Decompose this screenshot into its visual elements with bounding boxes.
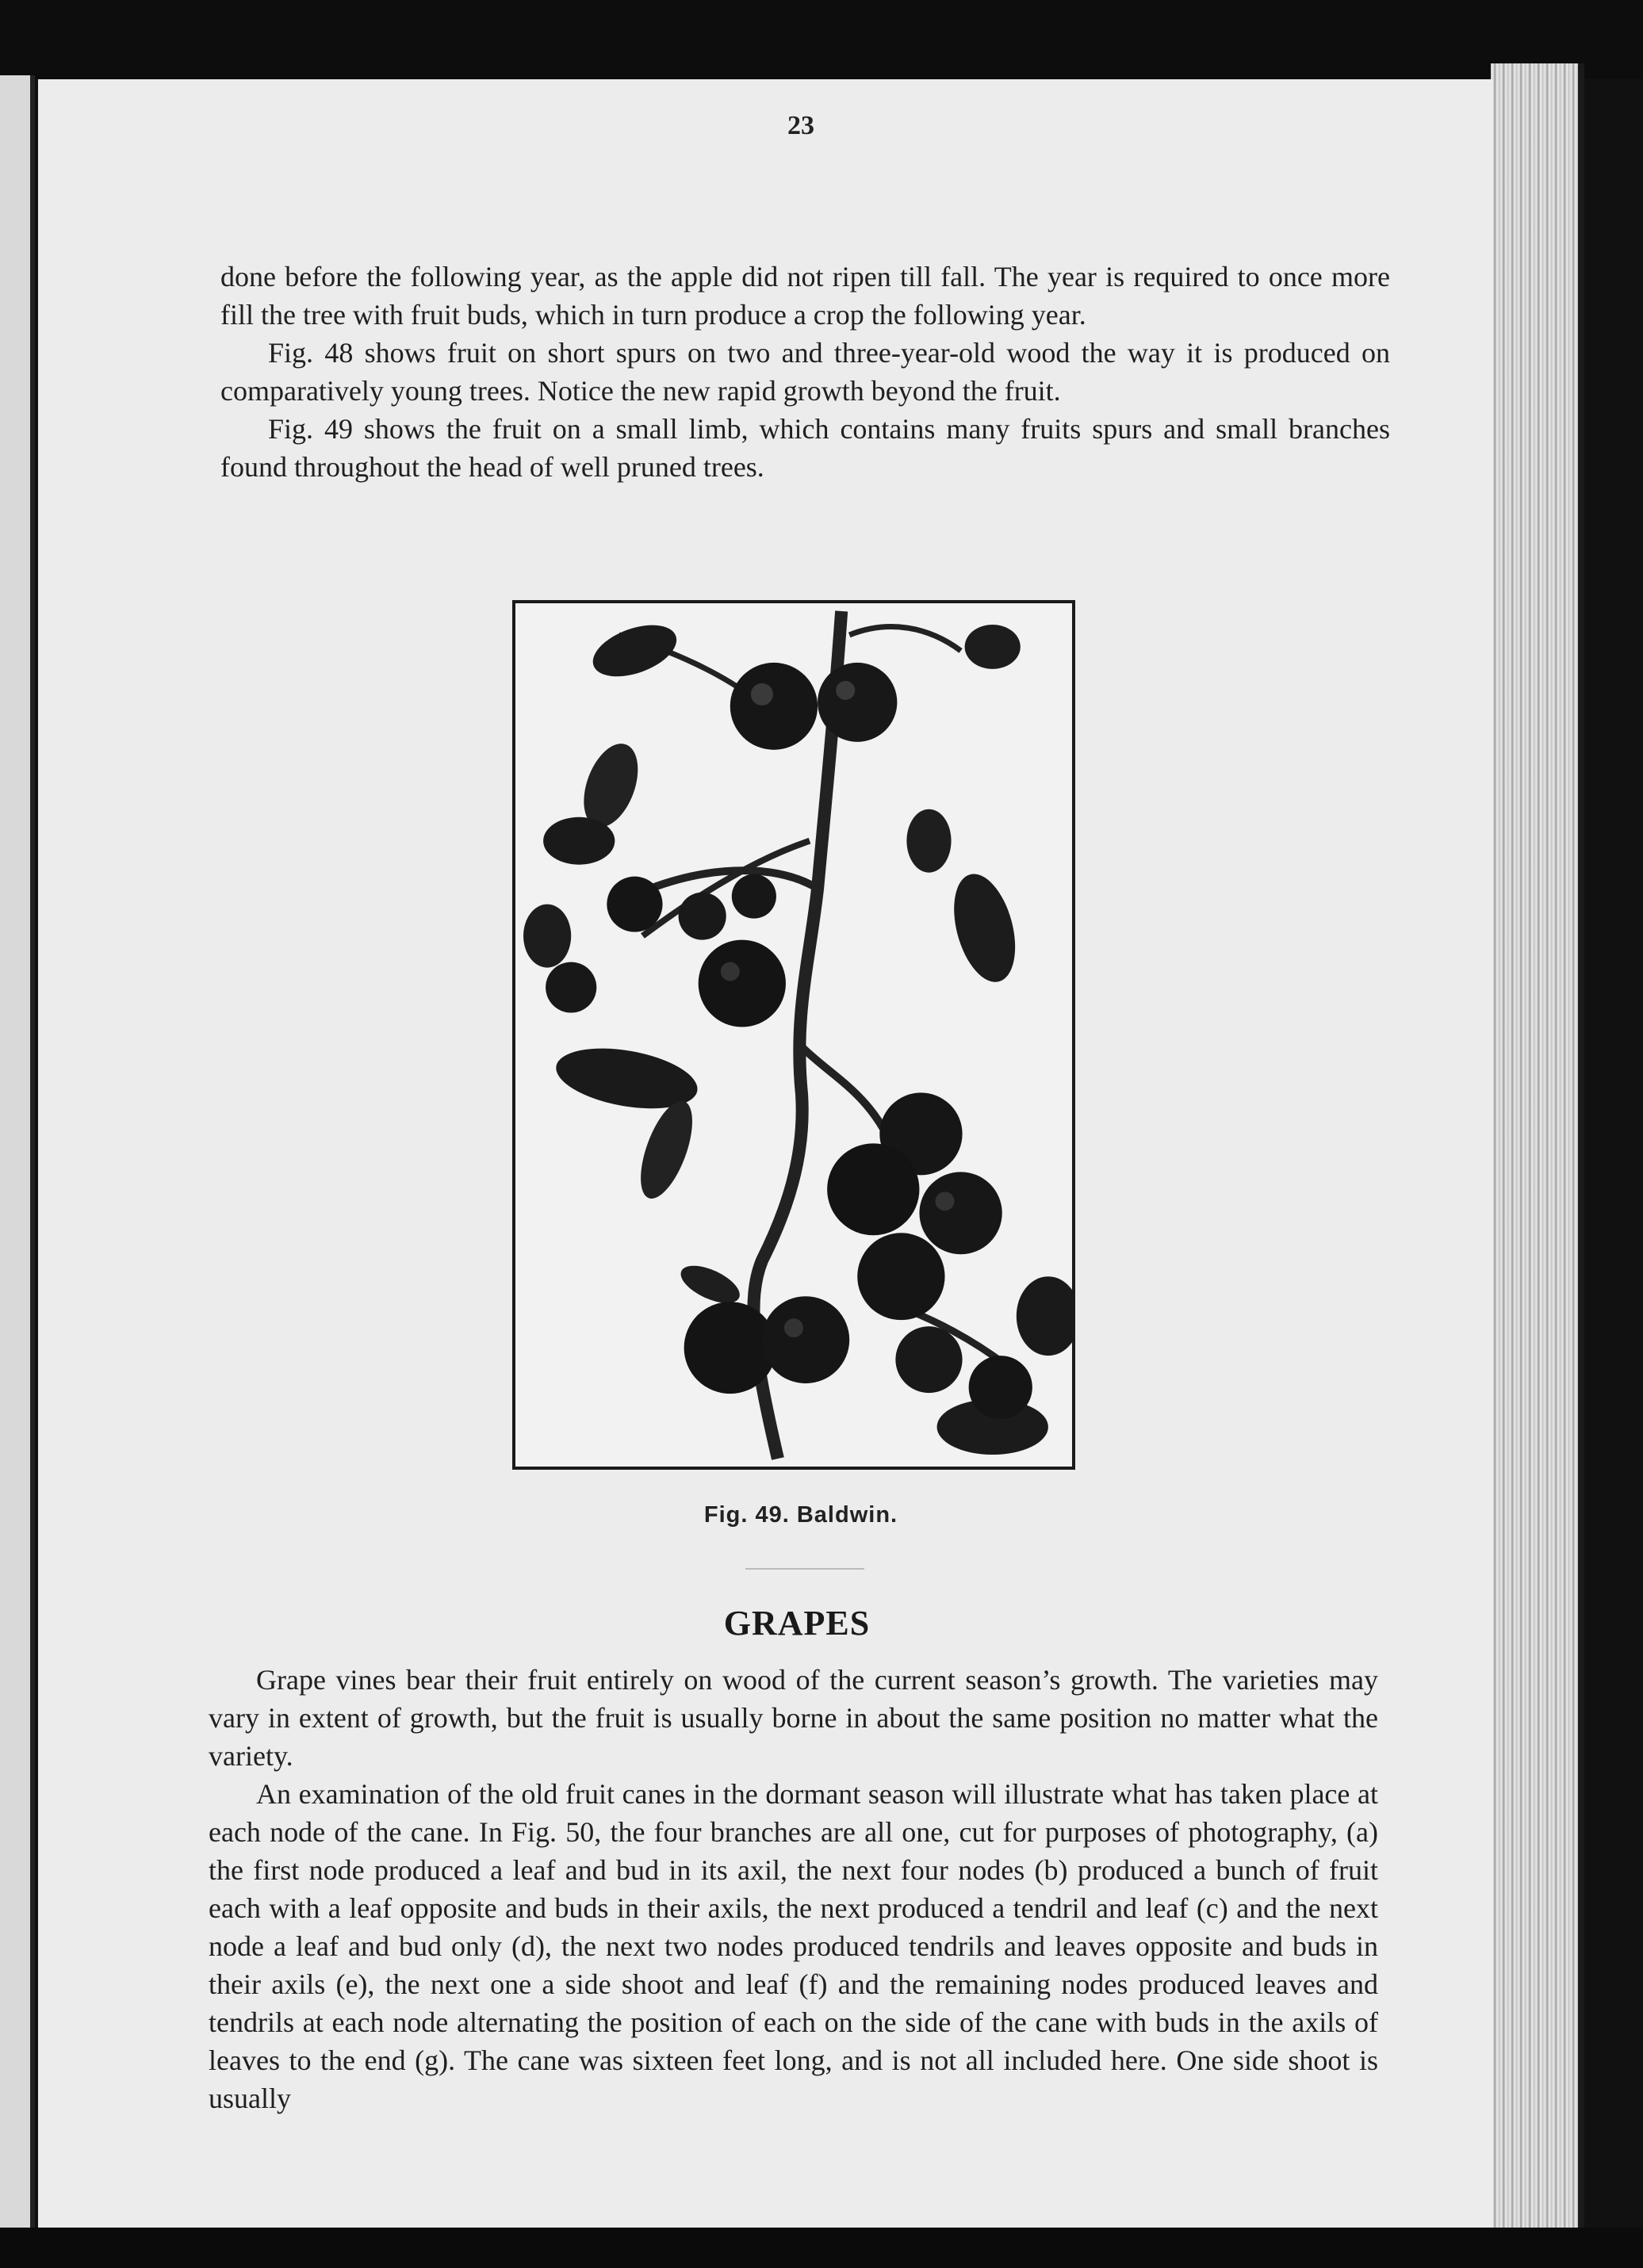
section-heading: GRAPES <box>723 1604 871 1643</box>
paragraph: Fig. 49 shows the fruit on a small limb, which contains many fruits spurs and small branches found throughout the head of well pruned trees. <box>220 413 1390 483</box>
left-page-edge <box>0 75 35 2232</box>
paragraph: An examination of the old fruit canes in the dormant season will illustrate what has taken place at each node of the cane. In Fig. 50, the four branches are all one, cut for purposes of photography, (a) the first node produced a leaf and bud in its axil, the next four nodes (b) produced a bunch of fruit each with a leaf opposite and buds in their axils, the next produced a tendril and leaf (c) and the next node a leaf and bud only (d), the next two nodes produced tendrils and leaves opposite and buds in their axils (e), the next one a side shoot and leaf (f) and the remaining nodes produced leaves and tendrils at each node alternating the position of each on the side of the cane with buds in the axils of leaves to the end (g). The cane was sixteen feet long, and is not all included here. One side shoot is usually <box>209 1778 1378 2114</box>
paragraph: Fig. 48 shows fruit on short spurs on two and three-year-old wood the way it is produced on comparatively young trees. Notice the new rapid growth beyond the fruit. <box>220 337 1390 407</box>
paragraph: Grape vines bear their fruit entirely on wood of the current season’s growth. The varieties may vary in extent of growth, but the fruit is usually borne in about the same position no matter what the variety. <box>209 1664 1378 1772</box>
scan-bottom-shadow <box>0 2228 1643 2268</box>
section-divider <box>745 1568 864 1570</box>
baldwin-apple-branch-photo <box>512 600 1075 1470</box>
page-number: 23 <box>787 111 814 140</box>
scan-top-shadow <box>0 0 1643 79</box>
apple-branch-illustration <box>515 603 1072 1467</box>
intro-text <box>220 258 1390 486</box>
grapes-text <box>209 1661 1378 2117</box>
book-page-edges <box>1491 63 1584 2235</box>
paragraph: done before the following year, as the apple did not ripen till fall. The year is required to once more fill the tree with fruit buds, which in turn produce a crop the following year. <box>220 261 1390 331</box>
figure-caption: Fig. 49. Baldwin. <box>703 1502 898 1528</box>
